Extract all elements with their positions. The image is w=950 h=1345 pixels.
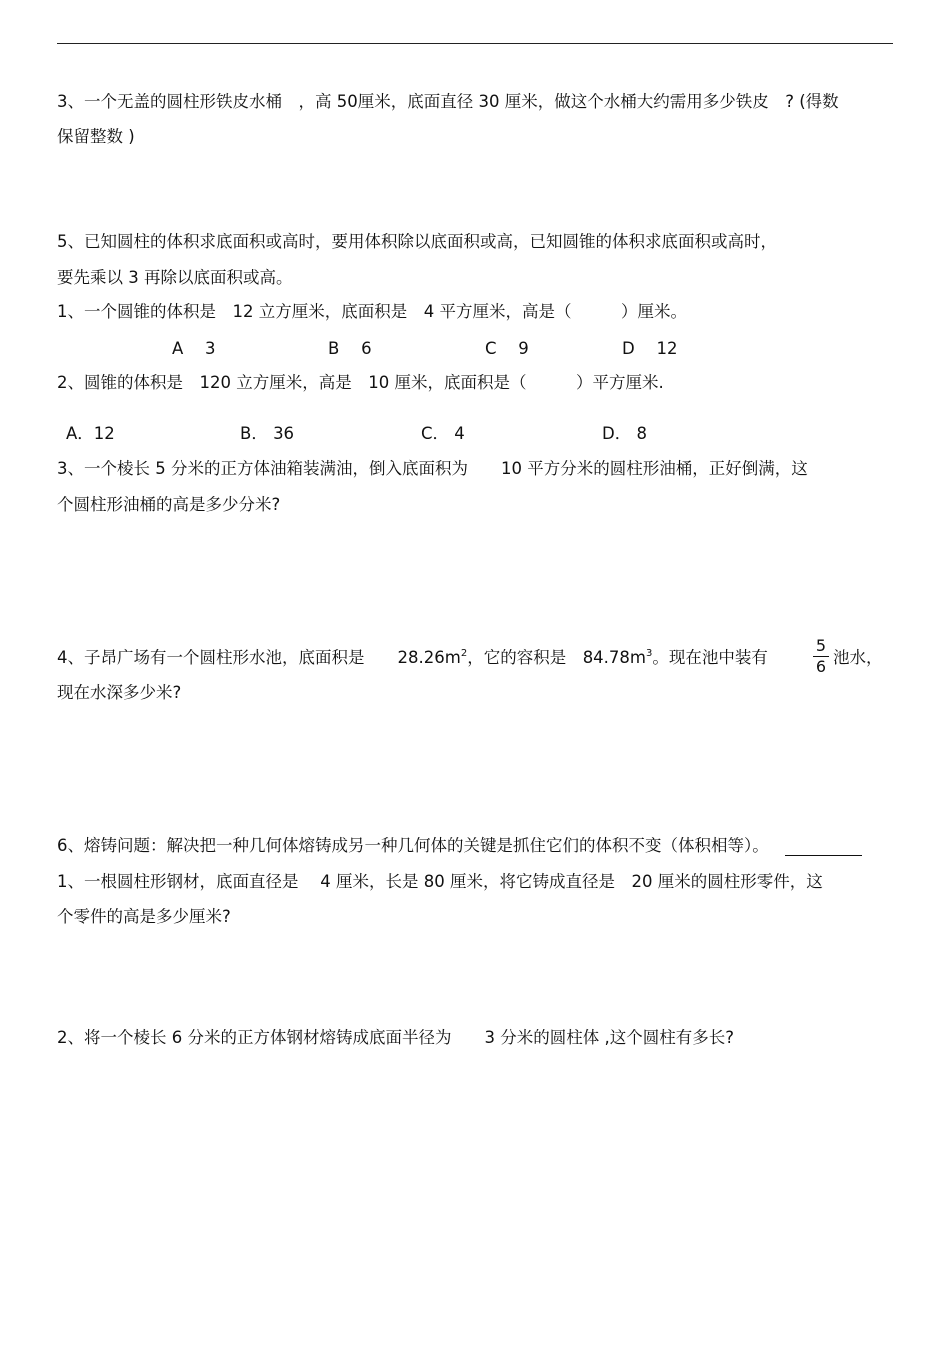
sec5-q1-option-c: C 9 [485,339,529,358]
sec5-q4-line1 [57,648,768,668]
sec5-q4-post: 。现在池中装有 [652,648,768,667]
sec5-q1: 1、一个圆锥的体积是 12 立方厘米，底面积是 4 平方厘米，高是（ ）厘米。 [57,302,687,321]
sec5-q2-option-b: B． 36 [240,424,295,443]
sec5-q2-option-d: D． 8 [602,424,647,443]
sec5-q4-pre: 4、子昂广场有一个圆柱形水池，底面积是 28.26m [57,648,461,667]
header-rule [57,43,893,44]
fraction-numerator: 5 [815,636,827,655]
sec5-q4-exp1: 2 [460,648,468,659]
sec5-q1-option-a: A 3 [172,339,216,358]
sec5-q4-exp2: 3 [646,648,653,659]
sec6-line1: 6、熔铸问题：解决把一种几何体熔铸成另一种几何体的关键是抓住它们的体积不变（体积相等）。 [57,836,769,855]
fraction-five-sixths [813,637,829,676]
sec5-q4-mid: ，它的容积是 84.78m [467,648,646,667]
q3-top-line2: 保留整数 ) [57,127,135,146]
sec5-q2-option-c: C． 4 [421,424,465,443]
sec5-line2: 要先乘以 3 再除以底面积或高。 [57,268,293,287]
q3-top-line1: 3、一个无盖的圆柱形铁皮水桶 ，高 50厘米，底面直径 30 厘米，做这个水桶大约需用多少铁皮 ? (得数 [57,92,839,111]
sec6-q1-line2: 个零件的高是多少厘米? [57,907,231,926]
sec6-q1-line1: 1、一根圆柱形钢材，底面直径是 4 厘米，长是 80 厘米，将它铸成直径是 20 厘米的圆柱形零件，这 [57,872,823,891]
sec5-q1-option-d: D 12 [622,339,678,358]
sec5-q2: 2、圆锥的体积是 120 立方厘米，高是 10 厘米，底面积是（ ）平方厘米. [57,373,664,392]
sec5-q2-option-a: A．12 [66,424,115,443]
fraction-denominator: 6 [815,657,827,676]
sec5-q1-option-b: B 6 [328,339,372,358]
sec6-underline [785,855,862,856]
sec5-q4-end: 池水， [833,648,883,667]
sec5-q4-line2: 现在水深多少米? [57,683,182,702]
sec5-line1: 5、已知圆柱的体积求底面积或高时，要用体积除以底面积或高，已知圆锥的体积求底面积或高时， [57,232,777,251]
sec5-q3-line1: 3、一个棱长 5 分米的正方体油箱装满油，倒入底面积为 10 平方分米的圆柱形油桶，正好倒满，这 [57,459,808,478]
sec5-q3-line2: 个圆柱形油桶的高是多少分米? [57,495,281,514]
sec6-q2: 2、将一个棱长 6 分米的正方体钢材熔铸成底面半径为 3 分米的圆柱体 ,这个圆柱有多长? [57,1028,734,1047]
